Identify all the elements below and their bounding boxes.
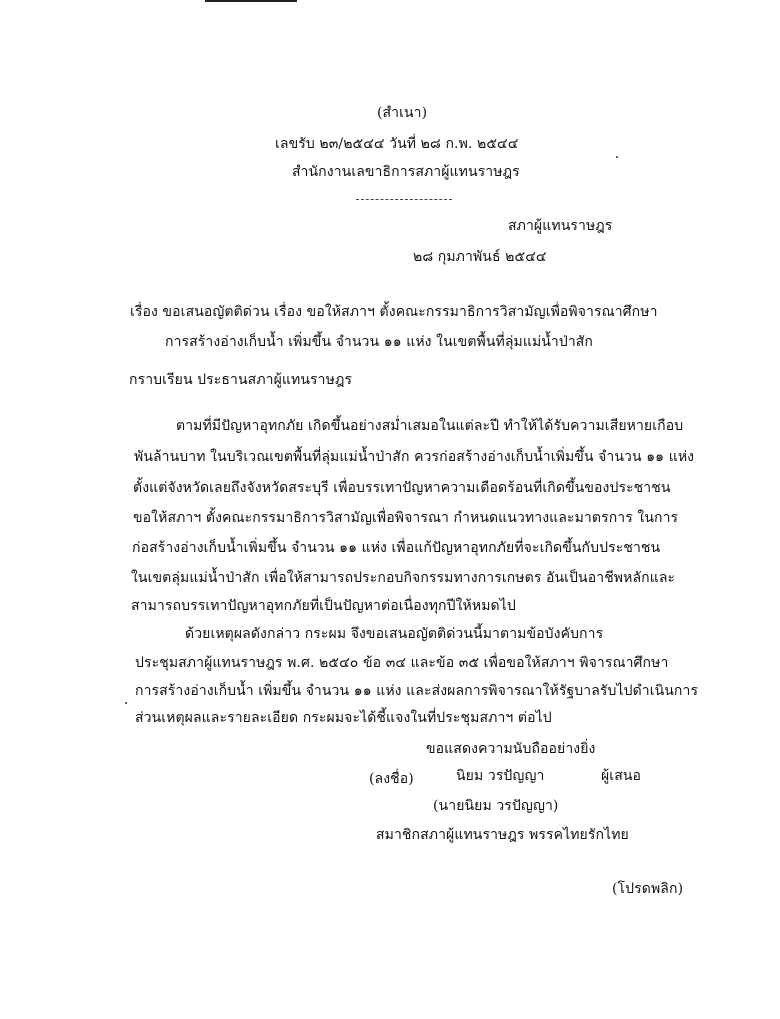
- paragraph-1-line-1: ตามที่มีปัญหาอุทกภัย เกิดขึ้นอย่างสม่ำเสมอในแต่ละปี ทำให้ได้รับความเสียหายเกือบ: [176, 418, 684, 434]
- scan-speck: [125, 702, 127, 704]
- paragraph-1-line-2: พันล้านบาท ในบริเวณเขตพื้นที่ลุ่มแม่น้ำป่าสัก ควรก่อสร้างอ่างเก็บน้ำเพิ่มขึ้น จำนวน ๑๑ แห่ง: [134, 449, 695, 465]
- closing-regards: ขอแสดงความนับถืออย่างยิ่ง: [426, 741, 596, 757]
- turn-over-note: (โปรดพลิก): [612, 881, 684, 897]
- salutation: กราบเรียน ประธานสภาผู้แทนราษฎร: [129, 372, 353, 388]
- printed-name: (นายนิยม วรปัญญา): [433, 798, 559, 814]
- paragraph-1-line-4: ขอให้สภาฯ ตั้งคณะกรรมาธิการวิสามัญเพื่อพิจารณา กำหนดแนวทางและมาตรการ ในการ: [133, 510, 679, 526]
- paragraph-2-line-2: ประชุมสภาผู้แทนราษฎร พ.ศ. ๒๕๔๐ ข้อ ๓๔ และข้อ ๓๕ เพื่อขอให้สภาฯ พิจารณาศึกษา: [135, 655, 669, 671]
- signer-position: สมาชิกสภาผู้แทนราษฎร พรรคไทยรักไทย: [376, 827, 629, 843]
- paragraph-2-line-4: ส่วนเหตุผลและรายละเอียด กระผมจะได้ชี้แจงในที่ประชุมสภาฯ ต่อไป: [135, 710, 552, 726]
- scan-speck: [616, 156, 618, 158]
- subject-line-2: การสร้างอ่างเก็บน้ำ เพิ่มขึ้น จำนวน ๑๑ แห่ง ในเขตพื้นที่ลุ่มแม่น้ำป่าสัก: [165, 334, 594, 350]
- copy-mark: (สำเนา): [377, 105, 428, 121]
- sender-org: สภาผู้แทนราษฎร: [508, 218, 613, 234]
- divider-line: [356, 199, 452, 200]
- subject-line-1: เรื่อง ขอเสนอญัตติด่วน เรื่อง ขอให้สภาฯ ตั้งคณะกรรมาธิการวิสามัญเพื่อพิจารณาศึกษา: [130, 304, 658, 320]
- signature-name: นิยม วรปัญญา: [456, 768, 545, 784]
- paragraph-2-line-3: การสร้างอ่างเก็บน้ำ เพิ่มขึ้น จำนวน ๑๑ แห่ง และส่งผลการพิจารณาให้รัฐบาลรับไปดำเนินการ: [135, 683, 699, 699]
- proposer-role: ผู้เสนอ: [601, 768, 642, 784]
- paragraph-2-line-1: ด้วยเหตุผลดังกล่าว กระผม จึงขอเสนอญัตติด่วนนี้มาตามข้อบังคับการ: [185, 626, 604, 642]
- signature-label: (ลงชื่อ): [369, 771, 414, 787]
- paragraph-1-line-3: ตั้งแต่จังหวัดเลยถึงจังหวัดสระบุรี เพื่อบรรเทาปัญหาความเดือดร้อนที่เกิดขึ้นของประชาชน: [133, 480, 671, 496]
- receiving-office: สำนักงานเลขาธิการสภาผู้แทนราษฎร: [292, 164, 520, 180]
- letter-date: ๒๘ กุมภาพันธ์ ๒๕๔๔: [413, 249, 547, 265]
- paragraph-1-line-7: สามารถบรรเทาปัญหาอุทกภัยที่เป็นปัญหาต่อเนื่องทุกปีให้หมดไป: [131, 598, 516, 614]
- receipt-number: เลขรับ ๒๓/๒๕๔๔ วันที่ ๒๘ ก.พ. ๒๕๔๔: [275, 136, 519, 152]
- scan-edge-mark: [205, 0, 297, 2]
- paragraph-1-line-6: ในเขตลุ่มแม่น้ำป่าสัก เพื่อให้สามารถประกอบกิจกรรมทางการเกษตร อันเป็นอาชีพหลักและ: [131, 570, 676, 586]
- paragraph-1-line-5: ก่อสร้างอ่างเก็บน้ำเพิ่มขึ้น จำนวน ๑๑ แห่ง เพื่อแก้ปัญหาอุทกภัยที่จะเกิดขึ้นกับประชาชน: [132, 540, 661, 556]
